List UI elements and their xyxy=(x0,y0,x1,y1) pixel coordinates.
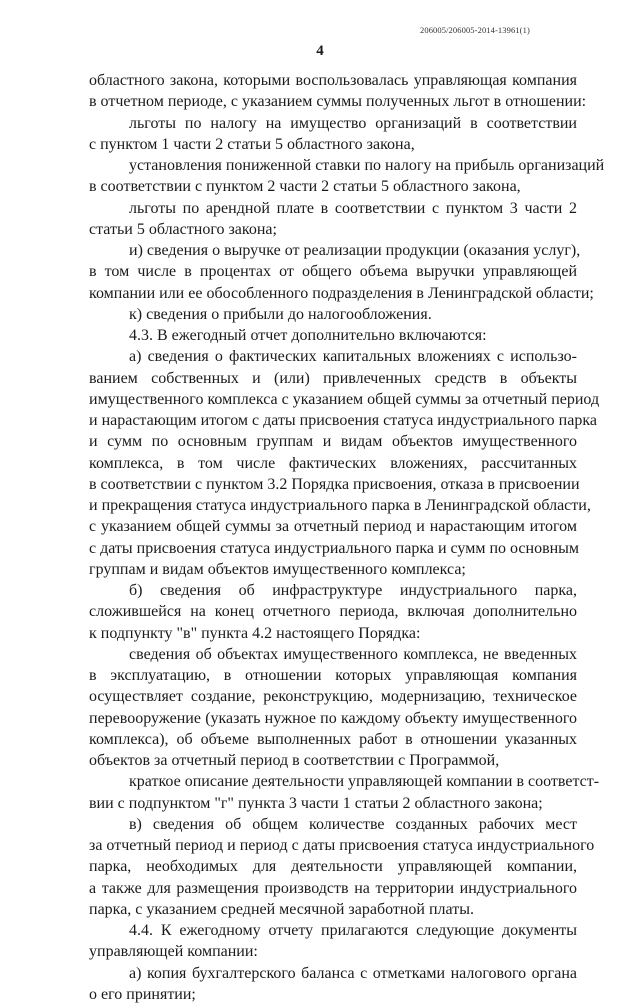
document-body xyxy=(89,70,605,1005)
text-line: в отчетном периоде, с указанием суммы полученных льгот в отношении: xyxy=(89,93,587,111)
text-line: комплекса), об объеме выполненных работ в отношении указанных xyxy=(89,730,577,748)
text-line: сложившейся на конец отчетного периода, включая дополнительно xyxy=(89,603,577,621)
text-line: парка, с указанием средней месячной заработной платы. xyxy=(89,900,474,918)
text-line: б) сведения об инфраструктуре индустриального парка, xyxy=(129,582,577,599)
text-line: о его принятии; xyxy=(89,985,196,1003)
text-line: имущественного комплекса с указанием общей суммы за отчетный период xyxy=(89,390,600,408)
text-line: сведения об объектах имущественного комплекса, не введенных xyxy=(129,645,577,663)
text-line: в эксплуатацию, в отношении которых управляющая компания xyxy=(89,667,577,684)
text-line: 4.3. В ежегодный отчет дополнительно включаются: xyxy=(129,327,487,344)
text-line: в) сведения об общем количестве созданных рабочих мест xyxy=(129,815,577,833)
text-line: с даты присвоения статуса индустриального парка и сумм по основным xyxy=(89,539,580,557)
text-line: и прекращения статуса индустриального парка в Ленинградской области, xyxy=(89,497,591,514)
text-line: с указанием общей суммы за отчетный период и нарастающим итогом xyxy=(89,518,577,536)
text-line: объектов за отчетный период в соответствии с Программой, xyxy=(89,752,500,769)
text-line: к подпункту "в" пункта 4.2 настоящего Порядка: xyxy=(89,624,421,642)
text-line: областного закона, которыми воспользовалась управляющая компания xyxy=(89,72,577,89)
text-line: льготы по арендной плате в соответствии с пунктом 3 части 2 xyxy=(129,199,577,217)
page-number: 4 xyxy=(316,43,324,59)
text-line: комплекса, в том числе фактических вложениях, рассчитанных xyxy=(89,454,577,472)
text-line: ванием собственных и (или) привлеченных средств в объекты xyxy=(89,369,577,387)
text-line: компании или ее обособленного подразделения в Ленинградской области; xyxy=(89,284,594,302)
text-line: парка, необходимых для деятельности управляющей компании, xyxy=(89,858,577,876)
text-line: и сумм по основным группам и видам объектов имущественного xyxy=(89,433,577,451)
text-line: краткое описание деятельности управляющей компании в соответст- xyxy=(129,773,600,791)
text-line: в соответствии с пунктом 2 части 2 статьи 5 областного закона, xyxy=(89,178,521,196)
text-line: в соответствии с пунктом 3.2 Порядка присвоения, отказа в присвоении xyxy=(89,475,580,493)
text-line: установления пониженной ставки по налогу на прибыль организаций xyxy=(129,157,605,174)
text-line: 4.4. К ежегодному отчету прилагаются следующие документы xyxy=(129,922,577,939)
text-line: вии с подпунктом "г" пункта 3 части 1 статьи 2 областного закона; xyxy=(89,794,543,812)
text-line: а) копия бухгалтерского баланса с отметками налогового органа xyxy=(129,964,577,982)
text-line: с пунктом 1 части 2 статьи 5 областного закона, xyxy=(89,135,415,153)
text-line: льготы по налогу на имущество организаций в соответствии xyxy=(129,114,577,132)
text-line: а) сведения о фактических капитальных вложениях с использо- xyxy=(129,348,577,366)
text-line: статьи 5 областного закона; xyxy=(89,220,277,238)
text-line: и нарастающим итогом с даты присвоения статуса индустриального парка xyxy=(89,412,597,429)
text-line: осуществляет создание, реконструкцию, модернизацию, техническое xyxy=(89,688,577,706)
text-line: а также для размещения производств на территории индустриального xyxy=(89,879,577,897)
text-line: к) сведения о прибыли до налогообложения. xyxy=(129,305,432,323)
document-registration-code: 206005/206005-2014-13961(1) xyxy=(420,25,530,35)
text-line: в том числе в процентах от общего объема выручки управляющей xyxy=(89,263,577,281)
text-line: перевооружение (указать нужное по каждому объекту имущественного xyxy=(89,709,577,727)
text-line: за отчетный период и период с даты присвоения статуса индустриального xyxy=(89,837,595,854)
text-line: управляющей компании: xyxy=(89,943,258,961)
text-line: и) сведения о выручке от реализации продукции (оказания услуг), xyxy=(129,242,581,259)
text-line: группам и видам объектов имущественного комплекса; xyxy=(89,560,466,578)
